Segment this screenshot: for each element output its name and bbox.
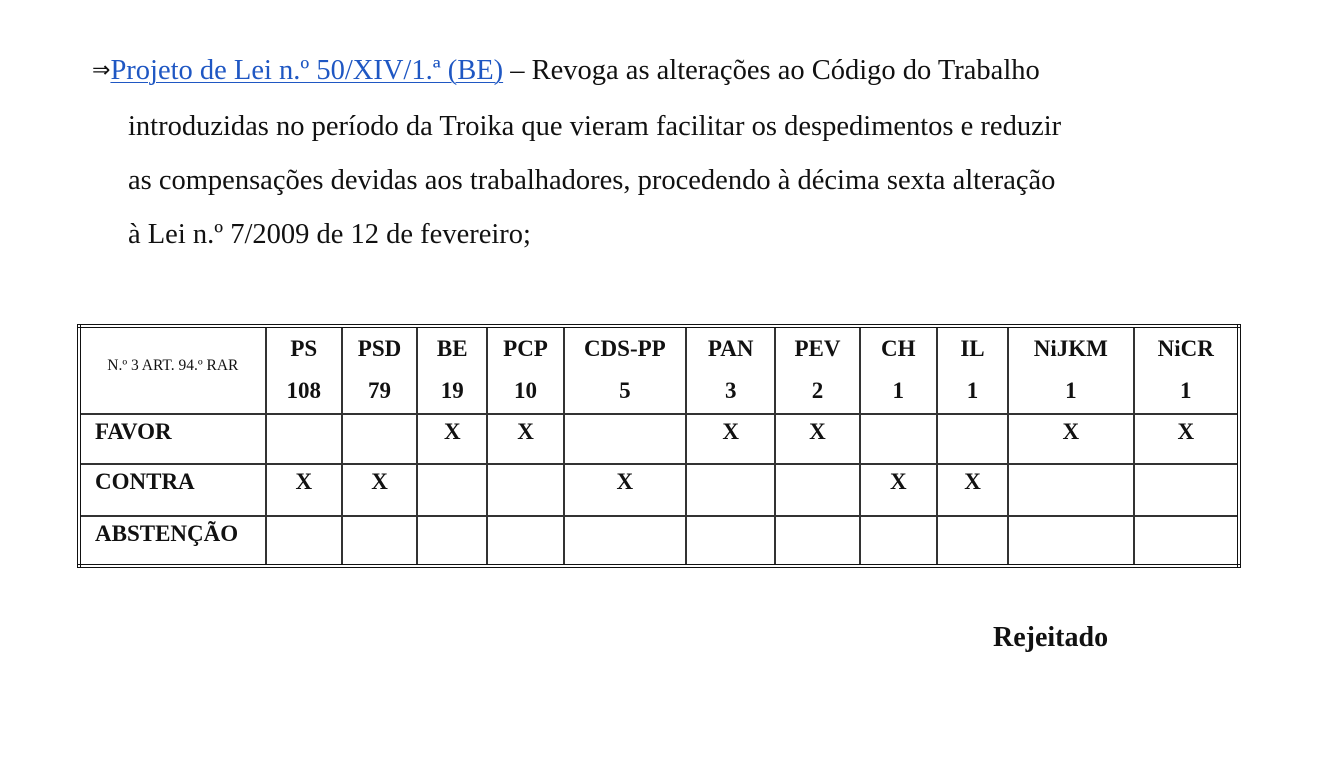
party-seats: 5 bbox=[619, 378, 631, 403]
vote-cell: X bbox=[342, 464, 417, 516]
vote-cell bbox=[342, 516, 417, 566]
party-header bbox=[860, 326, 937, 414]
vote-cell bbox=[775, 516, 859, 566]
vote-cell: X bbox=[775, 414, 859, 464]
bill-line-4: à Lei n.º 7/2009 de 12 de fevereiro; bbox=[128, 219, 531, 250]
party-seats: 19 bbox=[440, 378, 464, 403]
vote-cell bbox=[564, 414, 686, 464]
vote-cell: X bbox=[1134, 414, 1239, 464]
party-header bbox=[686, 326, 775, 414]
vote-cell bbox=[1008, 464, 1133, 516]
party-name: PS bbox=[290, 336, 318, 361]
bill-line-1 bbox=[92, 44, 1152, 100]
vote-cell bbox=[686, 516, 775, 566]
bill-line-2: introduzidas no período da Troika que vieram facilitar os despedimentos e reduzir bbox=[128, 111, 1062, 142]
party-seats: 10 bbox=[514, 378, 537, 403]
vote-cell bbox=[417, 516, 487, 566]
party-name: NiCR bbox=[1157, 336, 1214, 361]
rule-reference-cell: N.º 3 ART. 94.º RAR bbox=[79, 326, 266, 414]
row-label: CONTRA bbox=[79, 464, 266, 516]
vote-cell: X bbox=[937, 464, 1008, 516]
vote-table bbox=[77, 324, 1241, 568]
vote-cell bbox=[1008, 516, 1133, 566]
vote-cell: X bbox=[1008, 414, 1133, 464]
vote-row-favor bbox=[79, 414, 1239, 464]
vote-cell bbox=[1134, 516, 1239, 566]
vote-cell bbox=[686, 464, 775, 516]
party-name: CH bbox=[881, 336, 916, 361]
party-seats: 1 bbox=[966, 378, 979, 403]
party-header bbox=[266, 326, 342, 414]
row-label: FAVOR bbox=[79, 414, 266, 464]
bill-link[interactable]: Projeto de Lei n.º 50/XIV/1.ª (BE) bbox=[110, 55, 504, 86]
vote-cell bbox=[266, 516, 342, 566]
party-name: PAN bbox=[707, 336, 754, 361]
vote-cell bbox=[775, 464, 859, 516]
vote-cell: X bbox=[487, 414, 563, 464]
bill-description bbox=[92, 44, 1152, 262]
vote-cell: X bbox=[564, 464, 686, 516]
bill-line-1-rest: – Revoga as alterações ao Código do Trabalho bbox=[503, 55, 1040, 86]
vote-cell: X bbox=[686, 414, 775, 464]
party-seats: 1 bbox=[1180, 378, 1192, 403]
party-name: PEV bbox=[794, 336, 841, 361]
party-name: BE bbox=[436, 336, 468, 361]
table-header-row bbox=[79, 326, 1239, 414]
party-header bbox=[564, 326, 686, 414]
vote-cell bbox=[266, 414, 342, 464]
vote-cell: X bbox=[266, 464, 342, 516]
party-header bbox=[487, 326, 563, 414]
vote-cell bbox=[1134, 464, 1239, 516]
party-seats: 79 bbox=[368, 378, 392, 403]
party-header bbox=[1134, 326, 1239, 414]
vote-cell bbox=[860, 414, 937, 464]
vote-cell bbox=[487, 464, 563, 516]
vote-cell bbox=[417, 464, 487, 516]
party-seats: 1 bbox=[892, 378, 904, 403]
vote-cell bbox=[564, 516, 686, 566]
vote-row-contra bbox=[79, 464, 1239, 516]
vote-cell bbox=[860, 516, 937, 566]
vote-cell bbox=[487, 516, 563, 566]
party-seats: 1 bbox=[1065, 378, 1077, 403]
party-header bbox=[775, 326, 859, 414]
vote-cell bbox=[937, 414, 1008, 464]
party-name: IL bbox=[960, 336, 985, 361]
party-seats: 108 bbox=[286, 378, 322, 403]
right-double-arrow-icon: ⇒ bbox=[92, 58, 111, 83]
vote-cell bbox=[937, 516, 1008, 566]
party-header bbox=[342, 326, 417, 414]
party-header bbox=[417, 326, 487, 414]
vote-row-abstencao bbox=[79, 516, 1239, 566]
vote-result: Rejeitado bbox=[993, 622, 1109, 653]
row-label: ABSTENÇÃO bbox=[79, 516, 266, 566]
vote-cell: X bbox=[417, 414, 487, 464]
vote-cell bbox=[342, 414, 417, 464]
party-name: NiJKM bbox=[1033, 336, 1108, 361]
vote-cell: X bbox=[860, 464, 937, 516]
party-seats: 3 bbox=[724, 378, 737, 403]
party-name: CDS-PP bbox=[583, 336, 666, 361]
party-header bbox=[1008, 326, 1133, 414]
party-name: PCP bbox=[503, 336, 548, 361]
party-seats: 2 bbox=[811, 378, 824, 403]
party-header bbox=[937, 326, 1008, 414]
party-name: PSD bbox=[357, 336, 402, 361]
bill-line-3: as compensações devidas aos trabalhadores, procedendo à décima sexta alteração bbox=[128, 165, 1056, 196]
